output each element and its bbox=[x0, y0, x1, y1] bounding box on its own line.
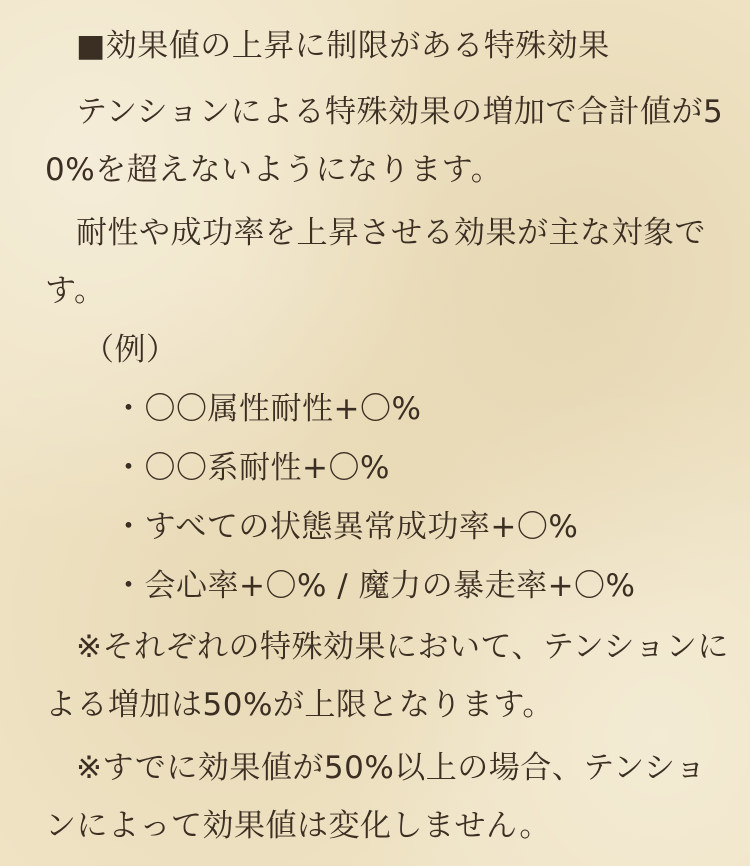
paragraph-2-line-2: す。 bbox=[45, 273, 106, 309]
paragraph-1-line-2: 0%を超えないようになります。 bbox=[45, 152, 503, 188]
example-label: （例） bbox=[83, 332, 178, 368]
example-item: ・すべての状態異常成功率+〇% bbox=[113, 509, 579, 545]
paragraph-2-line-1: 耐性や成功率を上昇させる効果が主な対象で bbox=[76, 215, 706, 251]
note-2-line-1: ※すでに効果値が50%以上の場合、テンショ bbox=[76, 750, 707, 786]
example-item: ・〇〇系耐性+〇% bbox=[113, 450, 390, 486]
example-item: ・会心率+〇% / 魔力の暴走率+〇% bbox=[113, 568, 636, 604]
note-1-line-1: ※それぞれの特殊効果において、テンションに bbox=[76, 629, 729, 665]
paragraph-1-line-1: テンションによる特殊効果の増加で合計値が5 bbox=[76, 94, 724, 130]
example-item: ・〇〇属性耐性+〇% bbox=[113, 391, 422, 427]
section-heading: ■効果値の上昇に制限がある特殊効果 bbox=[76, 28, 610, 64]
note-2-line-2: ンによって効果値は変化しません。 bbox=[45, 808, 551, 844]
note-1-line-2: よる増加は50%が上限となります。 bbox=[45, 687, 554, 723]
